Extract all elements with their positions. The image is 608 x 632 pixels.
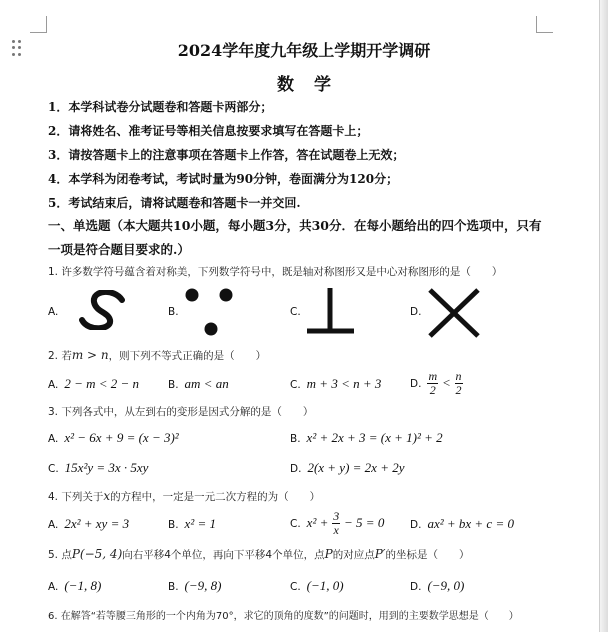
q3-option-b: B. x² + 2x + 3 = (x + 1)² + 2 xyxy=(290,430,443,445)
q3-option-c: C. 15x²y = 3x · 5xy xyxy=(48,460,149,475)
question-3-stem: 3. 下列各式中，从左到右的变形是因式分解的是（ ） xyxy=(48,406,314,418)
question-5-stem: 5. 点P(−5, 4)向右平移4个单位，再向下平移4个单位，点P的对应点P′的坐标是（ ） xyxy=(48,547,470,561)
q5-option-a: A. (−1, 8) xyxy=(48,578,102,593)
q1-option-a-label: A. xyxy=(48,306,59,318)
q5-option-b: B. (−9, 8) xyxy=(168,578,222,593)
q2-math-condition: m > n xyxy=(71,348,109,362)
note-2: 2．请将姓名、准考证号等相关信息按要求填写在答题卡上； xyxy=(48,124,369,138)
q4-option-b: B. x² = 1 xyxy=(168,516,216,531)
q1-option-d-label: D. xyxy=(410,306,422,318)
q4-math-variable: x xyxy=(103,489,111,503)
q4-option-c: C. x² + $\frac{3}{x}$ − 5 = 0 xyxy=(290,509,385,537)
exam-subject: 数学 xyxy=(277,75,351,95)
note-4: 4．本学科为闭卷考试，考试时量为90分钟，卷面满分为120分； xyxy=(48,172,399,186)
q1-option-b-label: B. xyxy=(168,306,179,318)
q2-option-a: A. 2 − m < 2 − n xyxy=(48,376,140,391)
note-3: 3．请按答题卡上的注意事项在答题卡上作答，答在试题卷上无效； xyxy=(48,148,405,162)
question-2-stem: 2. 若m > n，则下列不等式正确的是（ ） xyxy=(48,348,267,362)
q3-option-a: A. x² − 6x + 9 = (x − 3)² xyxy=(48,430,179,445)
section-heading-line2: 一项是符合题目要求的.） xyxy=(48,242,190,257)
note-1: 1．本学科试卷分试题卷和答题卡两部分； xyxy=(48,100,273,114)
page-corner-mark-right xyxy=(536,16,553,33)
page-corner-mark-left xyxy=(30,16,47,33)
q2-option-b: B. am < an xyxy=(168,376,229,391)
question-1-stem: 1. 许多数学符号蕴含着对称美，下列数学符号中，既是轴对称图形又是中心对称图形的是（ ） xyxy=(48,266,503,278)
perpendicular-icon xyxy=(302,284,358,336)
section-heading-line1: 一、单选题（本大题共10小题，每小题3分，共30分．在每小题给出的四个选项中，只有 xyxy=(48,218,542,233)
times-icon xyxy=(424,284,484,340)
integral-s-icon xyxy=(68,290,130,330)
q2-option-d: D. $\frac{m}{2}$ < $\frac{n}{2}$ xyxy=(410,369,462,397)
question-6-stem: 6. 在解答“若等腰三角形的一个内角为70°，求它的顶角的度数”的问题时，用到的主要数学思想是（ ） xyxy=(48,611,519,622)
question-4-stem: 4. 下列关于x的方程中，一定是一元二次方程的为（ ） xyxy=(48,489,321,503)
q5-option-c: C. (−1, 0) xyxy=(290,578,344,593)
q2-option-c: C. m + 3 < n + 3 xyxy=(290,376,382,391)
q4-option-a: A. 2x² + xy = 3 xyxy=(48,516,130,531)
note-5: 5．考试结束后，请将试题卷和答题卡一并交回. xyxy=(48,196,301,210)
q1-option-c-label: C. xyxy=(290,306,301,318)
q4-option-d: D. ax² + bx + c = 0 xyxy=(410,516,514,531)
therefore-icon xyxy=(180,284,240,340)
q5-option-d: D. (−9, 0) xyxy=(410,578,465,593)
exam-title: 2024学年度九年级上学期开学调研 xyxy=(177,41,431,60)
q3-option-d: D. 2(x + y) = 2x + 2y xyxy=(290,460,405,475)
